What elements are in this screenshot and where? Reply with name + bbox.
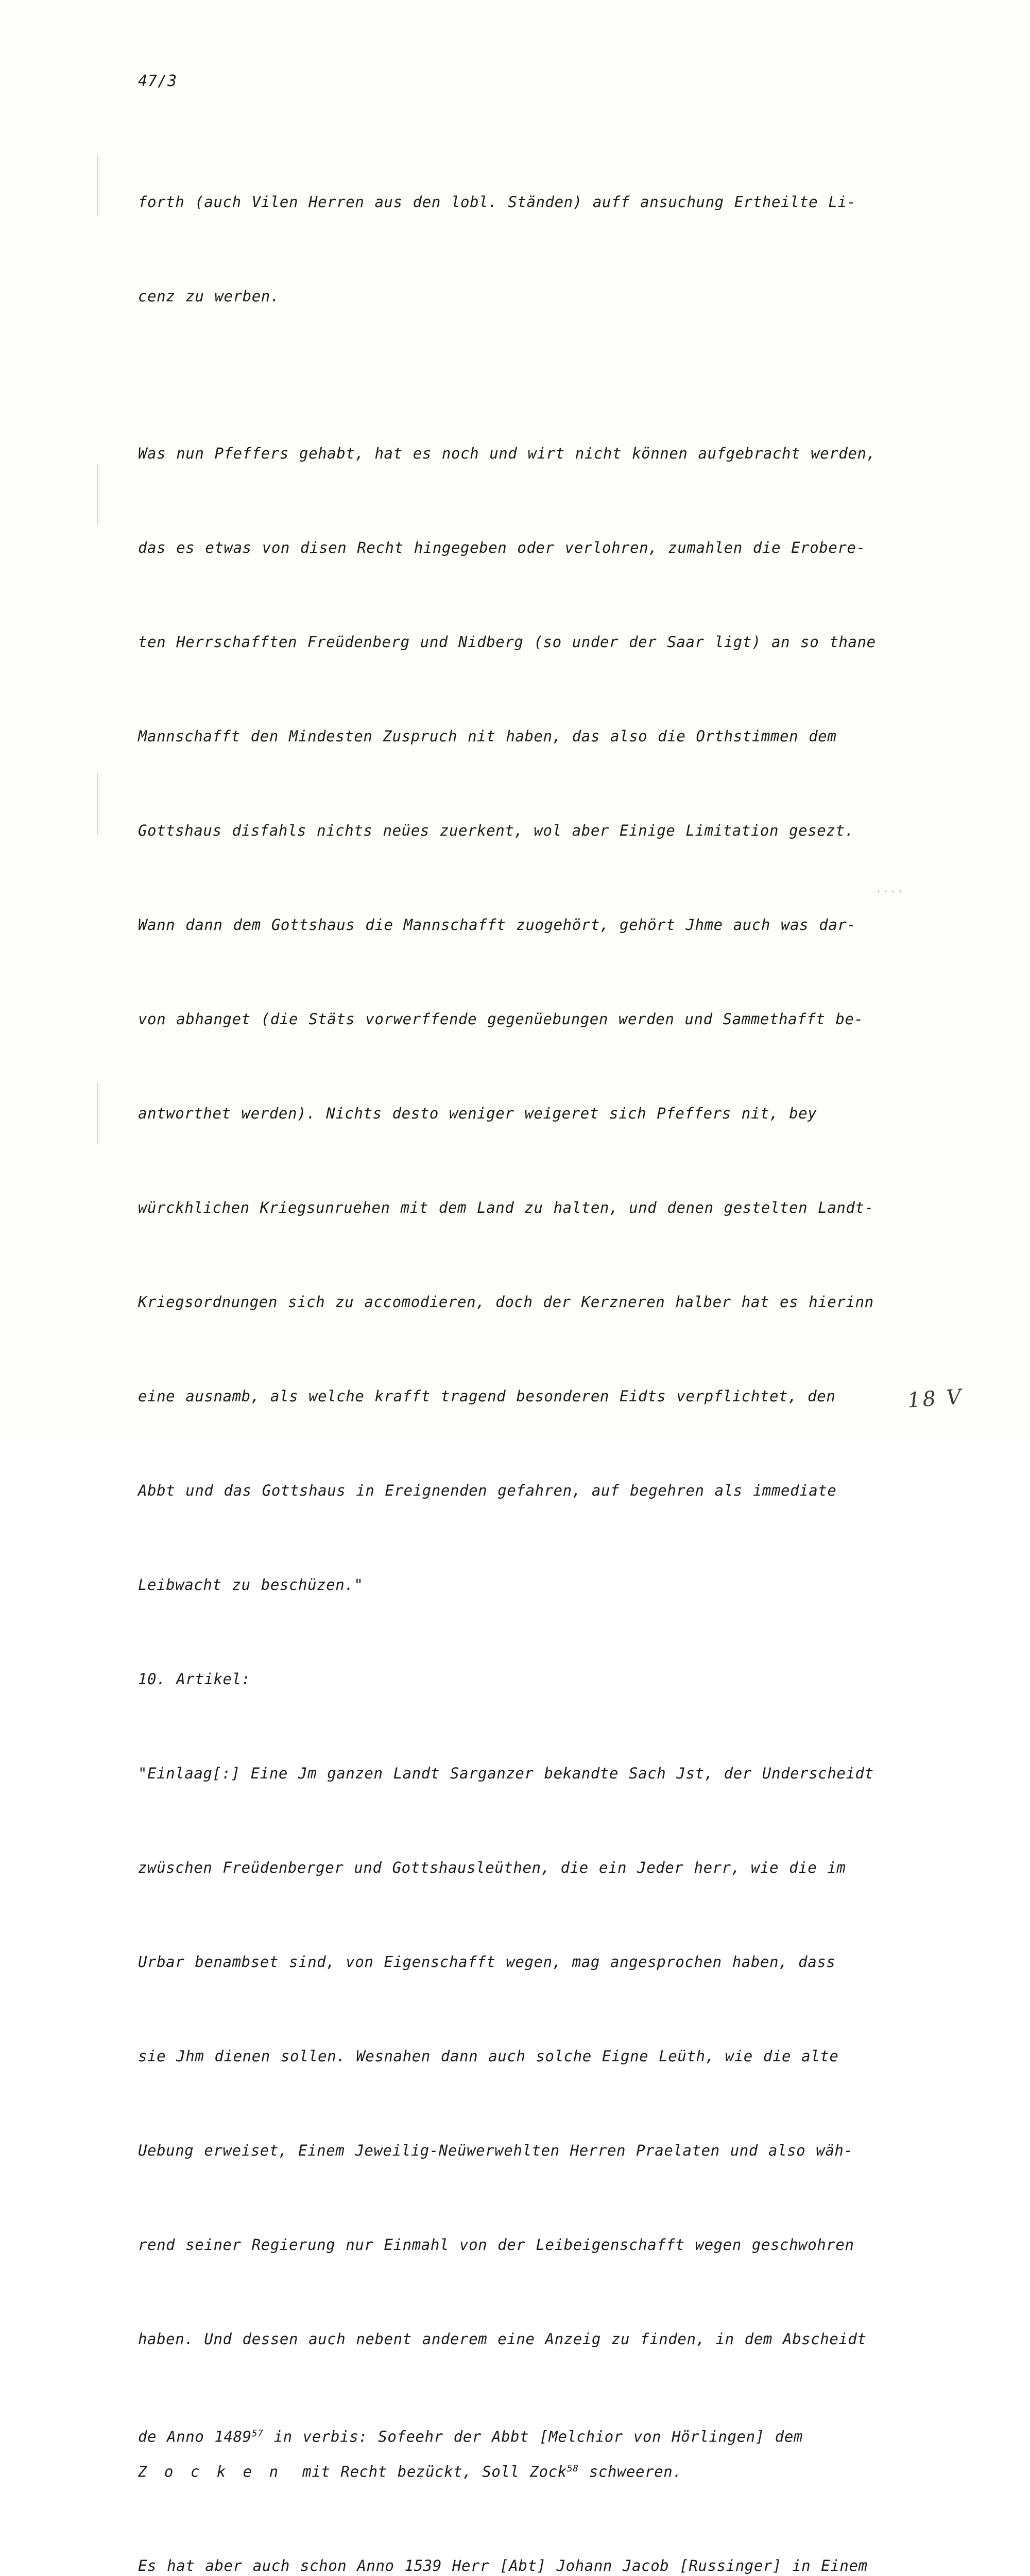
footnote-marker: 58	[566, 2463, 579, 2474]
document-body	[138, 124, 911, 2576]
text-line: forth (auch Vilen Herren aus den lobl. Ständen) auff ansuchung Ertheilte Li-	[138, 193, 856, 211]
page-edge-mark	[97, 464, 98, 526]
text-line: Kriegsordnungen sich zu accomodieren, doch der Kerzneren halber hat es hierinn	[138, 1293, 874, 1311]
text-line: Es hat aber auch schon Anno 1539 Herr [Abt] Johann Jacob [Russinger] in Einem	[138, 2557, 868, 2575]
text-segment: schweeren.	[578, 2463, 682, 2481]
section-heading: 10. Artikel:	[138, 1670, 251, 1688]
page-edge-mark	[97, 1082, 98, 1144]
faint-pencil-mark: ····	[876, 885, 905, 897]
text-line: Wann dann dem Gottshaus die Mannschafft zuogehört, gehört Jhme auch was dar-	[138, 916, 856, 934]
text-line: von abhanget (die Stäts vorwerffende gegenüebungen werden und Sammethafft be-	[138, 1010, 864, 1028]
text-line: das es etwas von disen Recht hingegeben oder verlohren, zumahlen die Erobere-	[138, 539, 866, 556]
text-line: Was nun Pfeffers gehabt, hat es noch und wirt nicht können aufgebracht werden,	[138, 445, 876, 462]
text-line: rend seiner Regierung nur Einmahl von der Leibeigenschafft wegen geschwohren	[138, 2236, 854, 2253]
text-line: cenz zu werben.	[138, 287, 280, 305]
footnote-reference-line	[138, 2453, 911, 2488]
paragraph	[138, 375, 911, 1664]
text-line: haben. Und dessen auch nebent anderem eine Anzeig zu finden, in dem Abscheidt	[138, 2330, 867, 2348]
page-edge-mark	[97, 155, 98, 216]
text-line: sie Jhm dienen sollen. Wesnahen dann auch solche Eigne Leüth, wie die alte	[138, 2047, 839, 2065]
text-line: Urbar benambset sind, von Eigenschafft wegen, mag angesprochen haben, dass	[138, 1953, 836, 1971]
text-line: antworthet werden). Nichts desto weniger weigeret sich Pfeffers nit, bey	[138, 1105, 817, 1122]
footnote-marker: 57	[251, 2428, 264, 2439]
text-line: Gottshaus disfahls nichts neües zuerkent, wol aber Einige Limitation gesezt.	[138, 822, 854, 839]
text-line: Abbt und das Gottshaus in Ereignenden gefahren, auf begehren als immediate	[138, 1482, 837, 1499]
text-segment: de Anno 1489	[138, 2428, 252, 2446]
paragraph	[138, 124, 911, 375]
text-line: zwüschen Freüdenberger und Gottshausleüthen, die ein Jeder herr, wie die im	[138, 1859, 846, 1876]
text-line: Mannschafft den Mindesten Zuspruch nit haben, das also die Orthstimmen dem	[138, 727, 837, 745]
text-segment: in verbis: Sofeehr der Abbt [Melchior von Hörlingen] dem	[263, 2428, 803, 2446]
text-line: "Einlaag[:] Eine Jm ganzen Landt Sarganzer bekandte Sach Jst, der Underscheidt	[138, 1765, 874, 1782]
text-line: würckhlichen Kriegsunruehen mit dem Land zu halten, und denen gestelten Landt-	[138, 1199, 874, 1216]
text-line: Leibwacht zu beschüzen."	[138, 1576, 364, 1594]
text-segment: mit Recht bezückt, Soll Zock	[282, 2463, 567, 2481]
paragraph	[138, 1695, 911, 2418]
text-line: Uebung erweiset, Einem Jeweilig-Neüwerwehlten Herren Praelaten und also wäh-	[138, 2142, 853, 2159]
page-edge-mark	[97, 773, 98, 835]
paragraph	[138, 2487, 911, 2576]
folio-number: 47/3	[138, 72, 178, 90]
text-line: ten Herrschafften Freüdenberg und Nidberg (so under der Saar ligt) an so thane	[138, 633, 876, 651]
spaced-word: Z o c k e n	[138, 2463, 282, 2481]
pencil-folio-note: 18 V	[906, 1385, 964, 1413]
text-line: eine ausnamb, als welche krafft tragend besonderen Eidts verpflichtet, den	[138, 1387, 836, 1405]
footnote-reference-line	[138, 2418, 911, 2453]
